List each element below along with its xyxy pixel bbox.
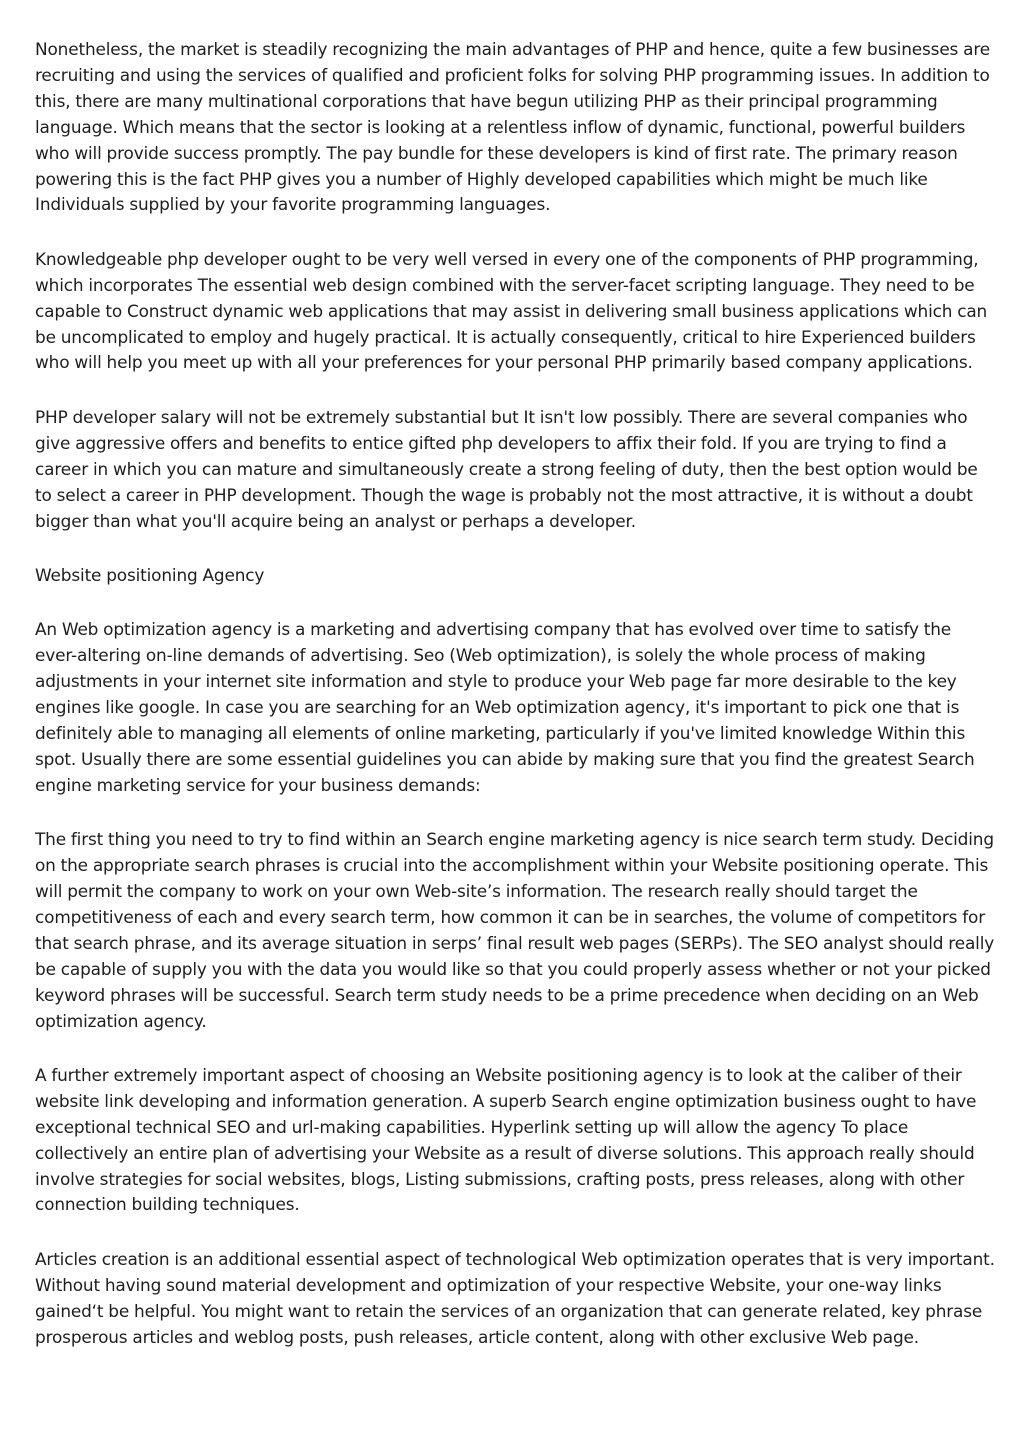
paragraph-content-creation: Articles creation is an additional essential aspect of technological Web optimization operates that is very important. Without having sound material development and optimization of your respective Website, your one-way links gained‘t be helpful. You might want to retain the services of an organization that can generate related, key phrase prosperous articles and weblog posts, push releases, article content, along with other exclusive Web page. — [35, 1248, 995, 1347]
paragraph-php-market: Nonetheless, the market is steadily recognizing the main advantages of PHP and hence, quite a few businesses are recruiting and using the services of qualified and proficient folks for solving PHP programming issues. In addition to this, there are many multinational corporations that have begun utilizing PHP as their principal programming language. Which means that the sector is looking at a relentless inflow of dynamic, functional, powerful builders who will provide success promptly. The pay bundle for these developers is kind of first rate. The primary reason powering this is the fact PHP gives you a number of Highly developed capabilities which might be much like Individuals supplied by your favorite programming languages. — [35, 39, 990, 215]
paragraph-php-salary: PHP developer salary will not be extremely substantial but It isn't low possibly. There are several companies who give aggressive offers and benefits to entice gifted php developers to affix their fold. If you are trying to find a career in which you can mature and simultaneously create a strong feeling of duty, then the best option would be to select a career in PHP development. Though the wage is probably not the most attractive, it is without a doubt bigger than what you'll acquire being an analyst or perhaps a developer. — [35, 406, 978, 531]
document-body — [35, 37, 995, 1379]
paragraph-php-developer-skills: Knowledgeable php developer ought to be very well versed in every one of the components of PHP programming, which incorporates The essential web design combined with the server-facet scripting language. They need to be capable to Construct dynamic web applications that may assist in delivering small business applications which can be uncomplicated to employ and hugely practical. It is actually consequently, critical to hire Experienced builders who will help you meet up with all your preferences for your personal PHP primarily based company applications. — [35, 248, 988, 373]
section-heading-agency: Website positioning Agency — [35, 564, 265, 585]
paragraph-link-building: A further extremely important aspect of choosing an Website positioning agency is to look at the caliber of their website link developing and information generation. A superb Search engine optimization business ought to have exceptional technical SEO and url-making capabilities. Hyperlink setting up will allow the agency To place collectively an entire plan of advertising your Website as a result of diverse solutions. This approach really should involve strategies for social websites, blogs, Listing submissions, crafting posts, press releases, along with other connection building techniques. — [35, 1064, 977, 1215]
paragraph-seo-agency-intro: An Web optimization agency is a marketing and advertising company that has evolved over time to satisfy the ever-altering on-line demands of advertising. Seo (Web optimization), is solely the whole process of making adjustments in your internet site information and style to produce your Web page far more desirable to the key engines like google. In case you are searching for an Web optimization agency, it's important to pick one that is definitely able to managing all elements of online marketing, particularly if you've limited knowledge Within this spot. Usually there are some essential guidelines you can abide by making sure that you find the greatest Search engine marketing service for your business demands: — [35, 619, 975, 795]
paragraph-keyword-research: The first thing you need to try to find within an Search engine marketing agency is nice search term study. Deciding on the appropriate search phrases is crucial into the accomplishment within your Website positioning operate. This will permit the company to work on your own Web-site’s information. The research really should target the competitiveness of each and every search term, how common it can be in searches, the volume of competitors for that search phrase, and its average situation in serps’ final result web pages (SERPs). The SEO analyst should really be capable of supply you with the data you would like so that you could properly assess whether or not your picked keyword phrases will be successful. Search term study needs to be a prime precedence when deciding on an Web optimization agency. — [35, 829, 995, 1031]
